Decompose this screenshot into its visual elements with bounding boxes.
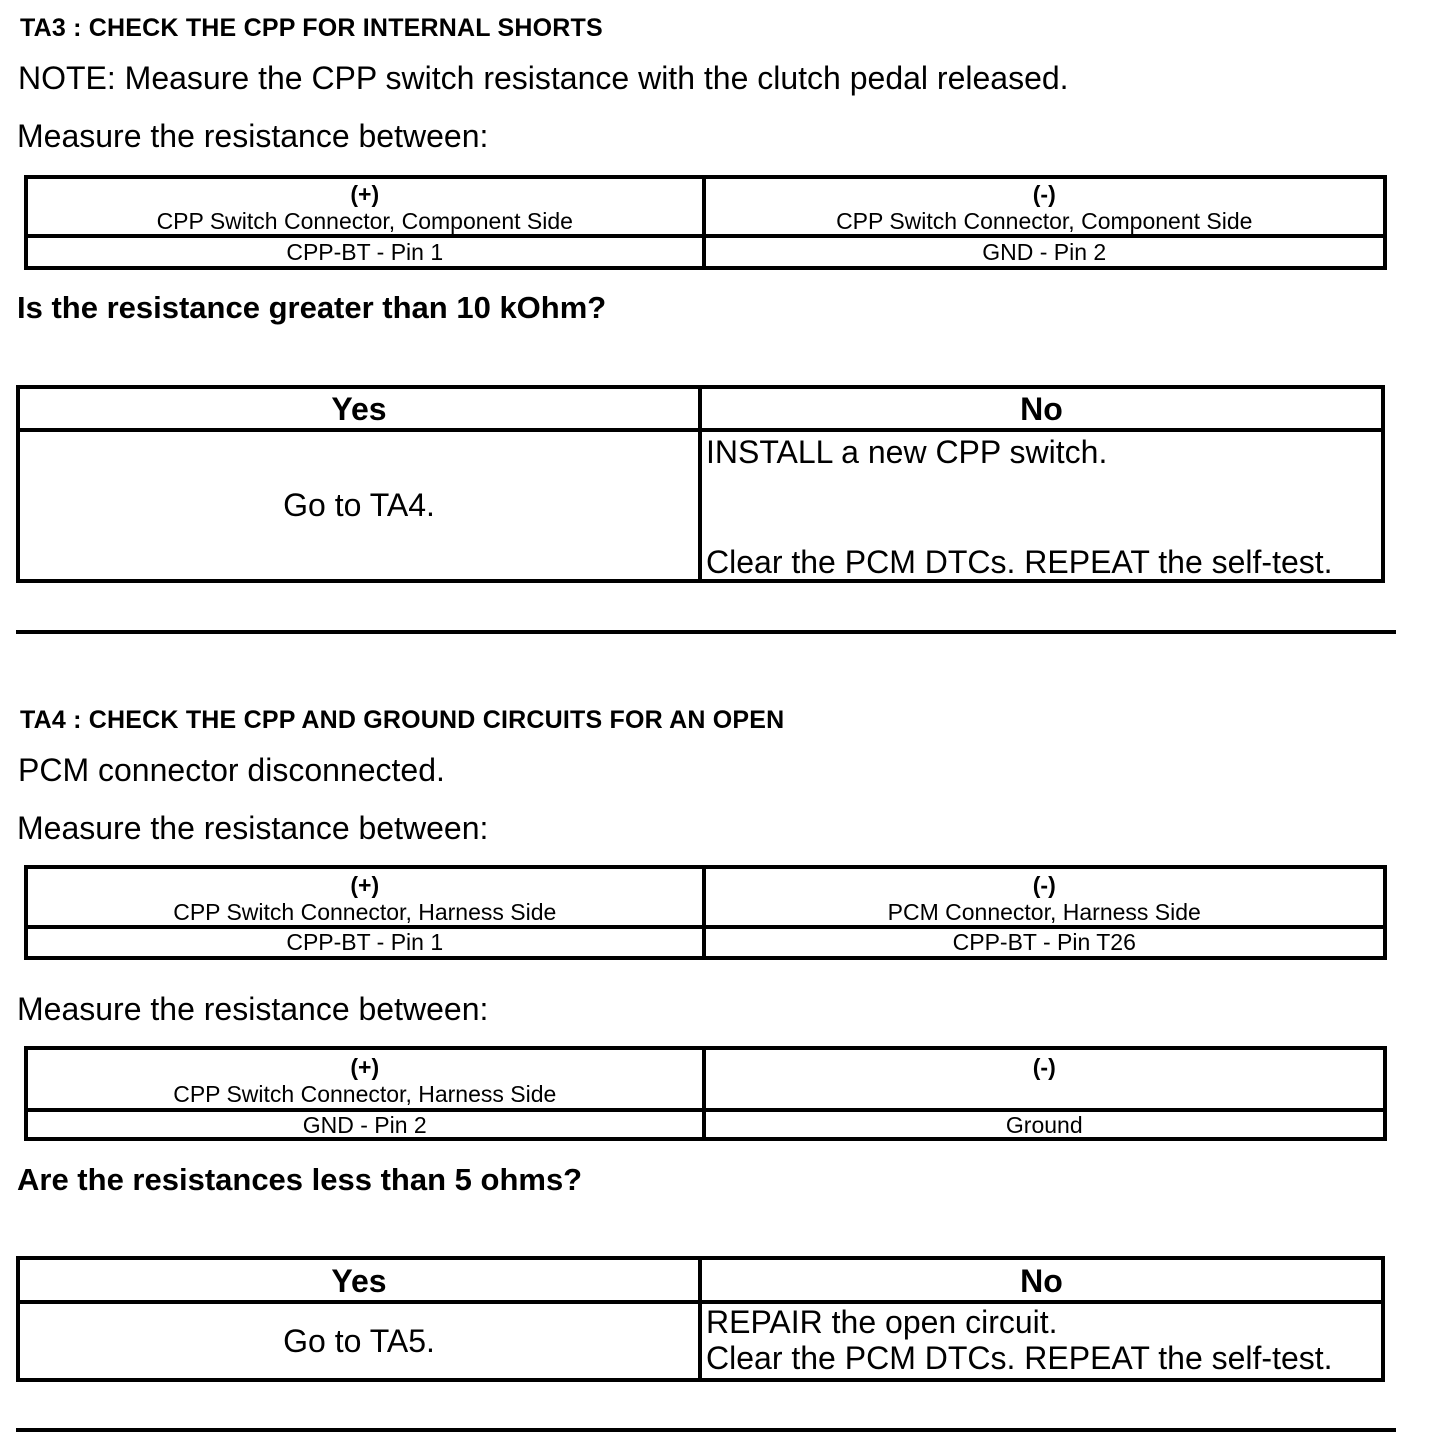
plus-header: CPP Switch Connector, Harness Side: [173, 899, 557, 925]
ta4-no-action-2: Clear the PCM DTCs. REPEAT the self-test.: [706, 1340, 1333, 1376]
ta4-yes-header: Yes: [20, 1260, 702, 1304]
ta3-yes-header: Yes: [20, 389, 702, 432]
ta4-t2-plus-header-cell: [28, 1050, 706, 1112]
ta4-question: Are the resistances less than 5 ohms?: [17, 1162, 583, 1197]
minus-header: PCM Connector, Harness Side: [887, 899, 1201, 925]
ta4-t2-plus-value: GND - Pin 2: [28, 1112, 706, 1138]
ta3-heading: TA3 : CHECK THE CPP FOR INTERNAL SHORTS: [20, 14, 603, 42]
ta3-minus-value: GND - Pin 2: [982, 239, 1107, 265]
ta4-measure-label-1: Measure the resistance between:: [17, 810, 489, 846]
plus-header: CPP Switch Connector, Harness Side: [173, 1081, 557, 1107]
ta3-result-table: [16, 385, 1385, 583]
plus-header: CPP Switch Connector, Component Side: [156, 208, 573, 234]
ta4-t1-minus-header-cell: [706, 869, 1384, 929]
minus-symbol: (-): [1032, 181, 1056, 207]
ta4-measure-table-2: [24, 1046, 1387, 1141]
ta3-yes-action: Go to TA4.: [20, 432, 702, 579]
minus-symbol: (-): [1032, 1054, 1056, 1080]
ta3-note: NOTE: Measure the CPP switch resistance with the clutch pedal released.: [18, 60, 1069, 96]
plus-symbol: (+): [350, 1054, 380, 1080]
ta4-condition: PCM connector disconnected.: [18, 752, 445, 788]
ta4-measure-table-1: [24, 865, 1387, 960]
minus-symbol: (-): [1032, 872, 1056, 898]
ta4-heading: TA4 : CHECK THE CPP AND GROUND CIRCUITS FOR AN OPEN: [20, 706, 785, 734]
ta3-measure-table: [24, 175, 1387, 270]
ta3-minus-header-cell: [706, 179, 1384, 238]
ta4-yes-action: Go to TA5.: [20, 1304, 702, 1378]
ta3-no-header: No: [702, 389, 1381, 432]
ta3-question: Is the resistance greater than 10 kOhm?: [17, 290, 607, 325]
ta3-no-action-cell: [702, 432, 1381, 579]
ta3-measure-label: Measure the resistance between:: [17, 118, 489, 154]
ta3-no-action-1: INSTALL a new CPP switch.: [706, 434, 1108, 470]
plus-symbol: (+): [350, 181, 380, 207]
ta4-t2-minus-header-cell: [706, 1050, 1384, 1112]
plus-symbol: (+): [350, 872, 380, 898]
ta3-no-action-2: Clear the PCM DTCs. REPEAT the self-test.: [706, 544, 1333, 580]
ta4-t1-plus-header-cell: [28, 869, 706, 929]
ta4-no-action-cell: [702, 1304, 1381, 1378]
minus-header: CPP Switch Connector, Component Side: [836, 208, 1253, 234]
ta4-t1-minus-value: CPP-BT - Pin T26: [952, 929, 1136, 955]
ta3-plus-header-cell: [28, 179, 706, 238]
ta4-t1-plus-value: CPP-BT - Pin 1: [28, 929, 706, 956]
ta4-no-header: No: [702, 1260, 1381, 1304]
ta3-plus-value: CPP-BT - Pin 1: [28, 238, 706, 266]
ta4-result-table: [16, 1256, 1385, 1382]
bottom-divider: [16, 1428, 1396, 1432]
ta4-measure-label-2: Measure the resistance between:: [17, 991, 489, 1027]
section-divider: [16, 630, 1396, 634]
ta4-no-action-1: REPAIR the open circuit.: [706, 1304, 1058, 1340]
ta4-t2-minus-value: Ground: [1005, 1112, 1083, 1138]
